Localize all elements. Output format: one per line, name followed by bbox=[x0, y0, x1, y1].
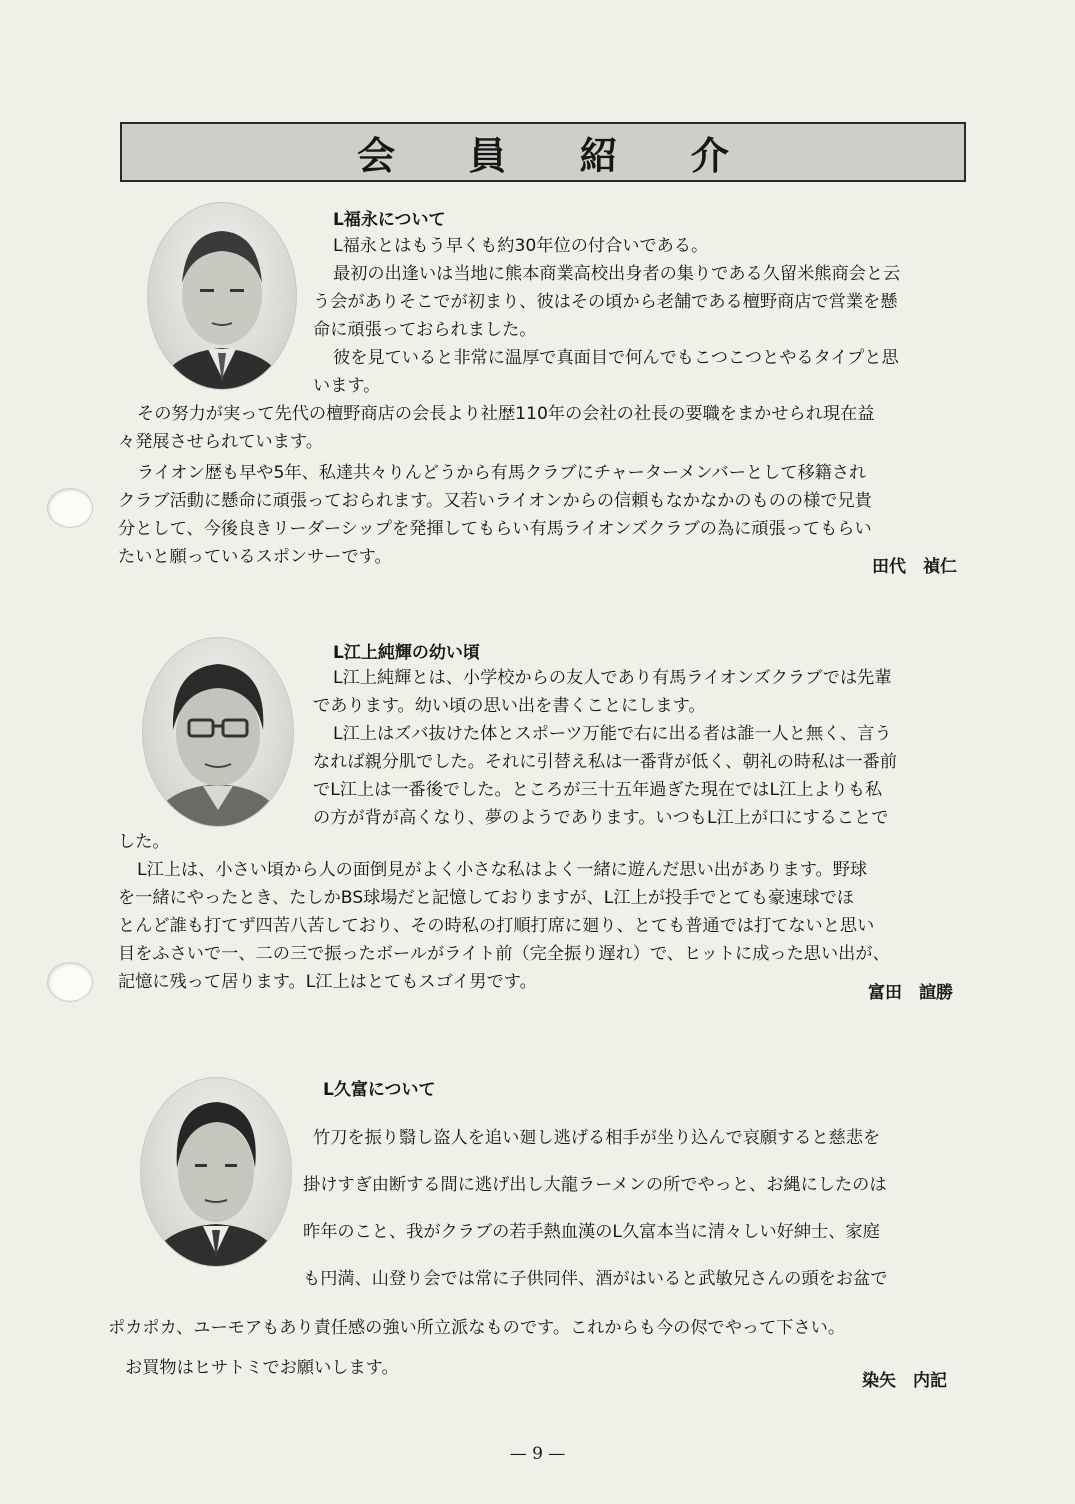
page-number: — 9 — bbox=[509, 1444, 566, 1464]
author-signature: 染矢 内記 bbox=[862, 1371, 947, 1391]
article-line: L江上はズバ抜けた体とスポーツ万能で右に出る者は誰一人と無く、言う bbox=[333, 724, 892, 744]
article-line: います。 bbox=[313, 376, 381, 396]
binder-hole-top bbox=[47, 488, 93, 528]
article-line: ポカポカ、ユーモアもあり責任感の強い所立派なものです。これからも今の侭でやって下さい。 bbox=[108, 1318, 846, 1338]
article-line: 最初の出逢いは当地に熊本商業高校出身者の集りである久留米熊商会と云 bbox=[333, 264, 901, 284]
portrait-hisatomi-image bbox=[141, 1078, 291, 1266]
article-line: を一緒にやったとき、たしかBS球場だと記憶しておりますが、L江上が投手でとても豪速球でほ bbox=[118, 888, 854, 908]
article-line: 記憶に残って居ります。L江上はとてもスゴイ男です。 bbox=[118, 972, 537, 992]
article-line: なれば親分肌でした。それに引替え私は一番背が低く、朝礼の時私は一番前 bbox=[313, 752, 898, 772]
article-line: 分として、今後良きリーダーシップを発揮してもらい有馬ライオンズクラブの為に頑張ってもらい bbox=[118, 519, 872, 539]
article-line: でL江上は一番後でした。ところが三十五年過ぎた現在ではL江上よりも私 bbox=[313, 780, 883, 800]
article-line: 昨年のこと、我がクラブの若手熱血漢のL久富本当に清々しい好紳士、家庭 bbox=[303, 1222, 880, 1242]
portrait-egami bbox=[142, 637, 294, 827]
article-line: した。 bbox=[118, 832, 170, 852]
article-line: 々発展させられています。 bbox=[118, 432, 323, 452]
portrait-fukunaga-image bbox=[148, 203, 296, 389]
article-line: クラブ活動に懸命に頑張っておられます。又若いライオンからの信頼もなかなかのものの様で兄貴 bbox=[118, 491, 872, 511]
portrait-hisatomi bbox=[140, 1077, 292, 1267]
article-line: 掛けすぎ由断する間に逃げ出し大龍ラーメンの所でやっと、お縄にしたのは bbox=[303, 1175, 887, 1195]
portrait-egami-image bbox=[143, 638, 293, 826]
article-heading: L江上純輝の幼い頃 bbox=[333, 643, 480, 663]
article-line: も円満、山登り会では常に子供同伴、酒がはいると武敏兄さんの頭をお盆で bbox=[303, 1269, 888, 1289]
article-line: とんど誰も打てず四苦八苦しており、その時私の打順打席に廻り、とても普通では打てないと思い bbox=[118, 916, 875, 936]
article-line: 彼を見ていると非常に温厚で真面目で何んでもこつこつとやるタイプと思 bbox=[333, 348, 899, 368]
article-line: ライオン歴も早や5年、私達共々りんどうから有馬クラブにチャーターメンバーとして移籍され bbox=[137, 463, 867, 483]
article-line: たいと願っているスポンサーです。 bbox=[118, 547, 392, 567]
portrait-fukunaga bbox=[147, 202, 297, 390]
article-line: 目をふさいで一、二の三で振ったボールがライト前（完全振り遅れ）で、ヒットに成った思い出が、 bbox=[118, 944, 890, 964]
article-line: お買物はヒサトミでお願いします。 bbox=[125, 1358, 399, 1378]
article-line: 竹刀を振り翳し盗人を追い廻し逃げる相手が坐り込んで哀願すると慈悲を bbox=[313, 1128, 881, 1148]
article-line: L福永とはもう早くも約30年位の付合いである。 bbox=[333, 236, 709, 256]
article-line: 命に頑張っておられました。 bbox=[313, 320, 537, 340]
binder-hole-bottom bbox=[47, 962, 93, 1002]
article-heading: L福永について bbox=[333, 210, 446, 230]
article-line: う会がありそこでが初まり、彼はその頃から老舗である檀野商店で営業を懸 bbox=[313, 292, 898, 312]
page-title: 会 員 紹 介 bbox=[357, 133, 759, 178]
article-line: であります。幼い頃の思い出を書くことにします。 bbox=[313, 696, 706, 716]
article-line: L江上は、小さい頃から人の面倒見がよく小さな私はよく一緒に遊んだ思い出があります。野球 bbox=[137, 860, 868, 880]
author-signature: 富田 諠勝 bbox=[868, 983, 953, 1003]
article-heading: L久富について bbox=[323, 1080, 436, 1100]
article-line: L江上純輝とは、小学校からの友人であり有馬ライオンズクラブでは先輩 bbox=[333, 668, 892, 688]
author-signature: 田代 禎仁 bbox=[872, 557, 957, 577]
article-line: の方が背が高くなり、夢のようであります。いつもL江上が口にすることで bbox=[313, 808, 889, 828]
title-banner bbox=[120, 122, 966, 182]
article-line: その努力が実って先代の檀野商店の会長より社歴110年の会社の社長の要職をまかせられ現在益 bbox=[137, 404, 875, 424]
